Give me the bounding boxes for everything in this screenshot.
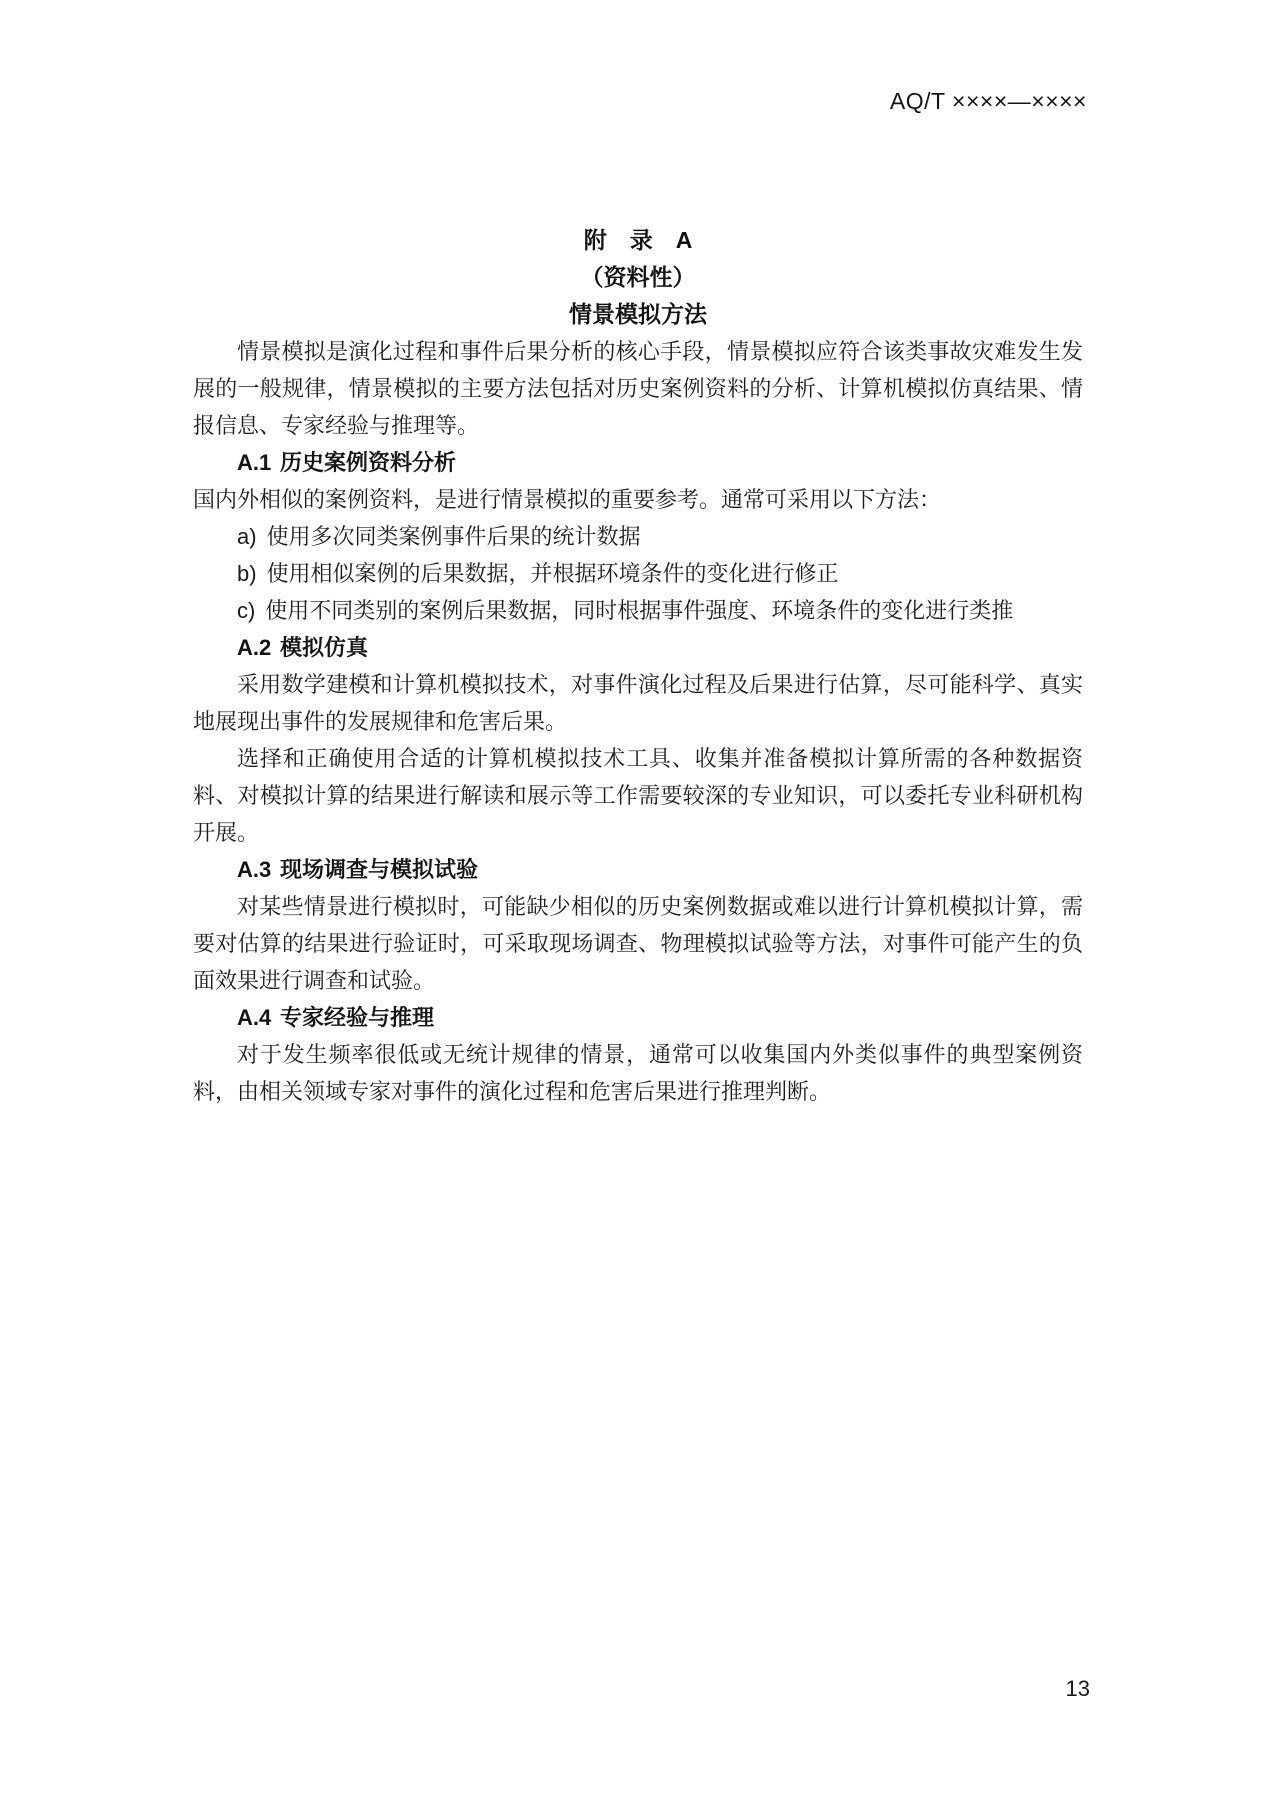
section-a2-title: 模拟仿真	[280, 635, 369, 660]
section-a3-title: 现场调查与模拟试验	[280, 857, 479, 882]
section-a3-heading	[237, 851, 1083, 888]
section-a2-number: A.2	[237, 635, 272, 660]
list-item-b-text: 使用相似案例的后果数据，并根据环境条件的变化进行修正	[266, 561, 839, 586]
section-a3	[193, 851, 1083, 999]
section-a1-number: A.1	[237, 450, 272, 475]
list-item-b	[237, 555, 1083, 592]
list-item-a	[237, 518, 1083, 555]
section-a2	[193, 629, 1083, 851]
list-item-a-text: 使用多次同类案例事件后果的统计数据	[266, 524, 641, 549]
section-a4-paragraph: 对于发生频率很低或无统计规律的情景，通常可以收集国内外类似事件的典型案例资料，由相关领域专家对事件的演化过程和危害后果进行推理判断。	[193, 1042, 1083, 1104]
section-a4-number: A.4	[237, 1005, 272, 1030]
section-a3-number: A.3	[237, 857, 272, 882]
standard-code: AQ/T ××××—××××	[889, 88, 1087, 114]
appendix-title: 情景模拟方法	[569, 301, 707, 327]
section-a1-title: 历史案例资料分析	[280, 450, 457, 475]
page-number: 13	[1065, 1676, 1090, 1701]
list-item-c-text: 使用不同类别的案例后果数据，同时根据事件强度、环境条件的变化进行类推	[265, 598, 1014, 623]
section-a4	[193, 999, 1083, 1110]
section-a1	[193, 444, 1083, 629]
list-item-c-marker: c)	[237, 598, 256, 623]
section-a2-paragraph-2: 选择和正确使用合适的计算机模拟技术工具、收集并准备模拟计算所需的各种数据资料、对模拟计算的结果进行解读和展示等工作需要较深的专业知识，可以委托专业科研机构开展。	[193, 746, 1083, 845]
section-a1-paragraph: 国内外相似的案例资料，是进行情景模拟的重要参考。通常可采用以下方法：	[193, 487, 942, 512]
section-a1-heading	[237, 444, 1083, 481]
section-a2-paragraph-1: 采用数学建模和计算机模拟技术，对事件演化过程及后果进行估算，尽可能科学、真实地展现出事件的发展规律和危害后果。	[193, 672, 1083, 734]
appendix-label: 附 录 A	[583, 227, 693, 253]
section-a4-heading	[237, 999, 1083, 1036]
list-item-c	[237, 592, 1083, 629]
appendix-title-block	[193, 222, 1083, 333]
section-a2-heading	[237, 629, 1083, 666]
list-item-b-marker: b)	[237, 561, 257, 586]
page-content	[193, 0, 1083, 1110]
appendix-note: （资料性）	[580, 264, 696, 290]
intro-paragraph: 情景模拟是演化过程和事件后果分析的核心手段，情景模拟应符合该类事故灾难发生发展的一般规律，情景模拟的主要方法包括对历史案例资料的分析、计算机模拟仿真结果、情报信息、专家经验与推理等。	[193, 339, 1083, 438]
section-a4-title: 专家经验与推理	[280, 1005, 435, 1030]
section-a3-paragraph: 对某些情景进行模拟时，可能缺少相似的历史案例数据或难以进行计算机模拟计算，需要对估算的结果进行验证时，可采取现场调查、物理模拟试验等方法，对事件可能产生的负面效果进行调查和试验。	[193, 894, 1083, 993]
list-item-a-marker: a)	[237, 524, 257, 549]
